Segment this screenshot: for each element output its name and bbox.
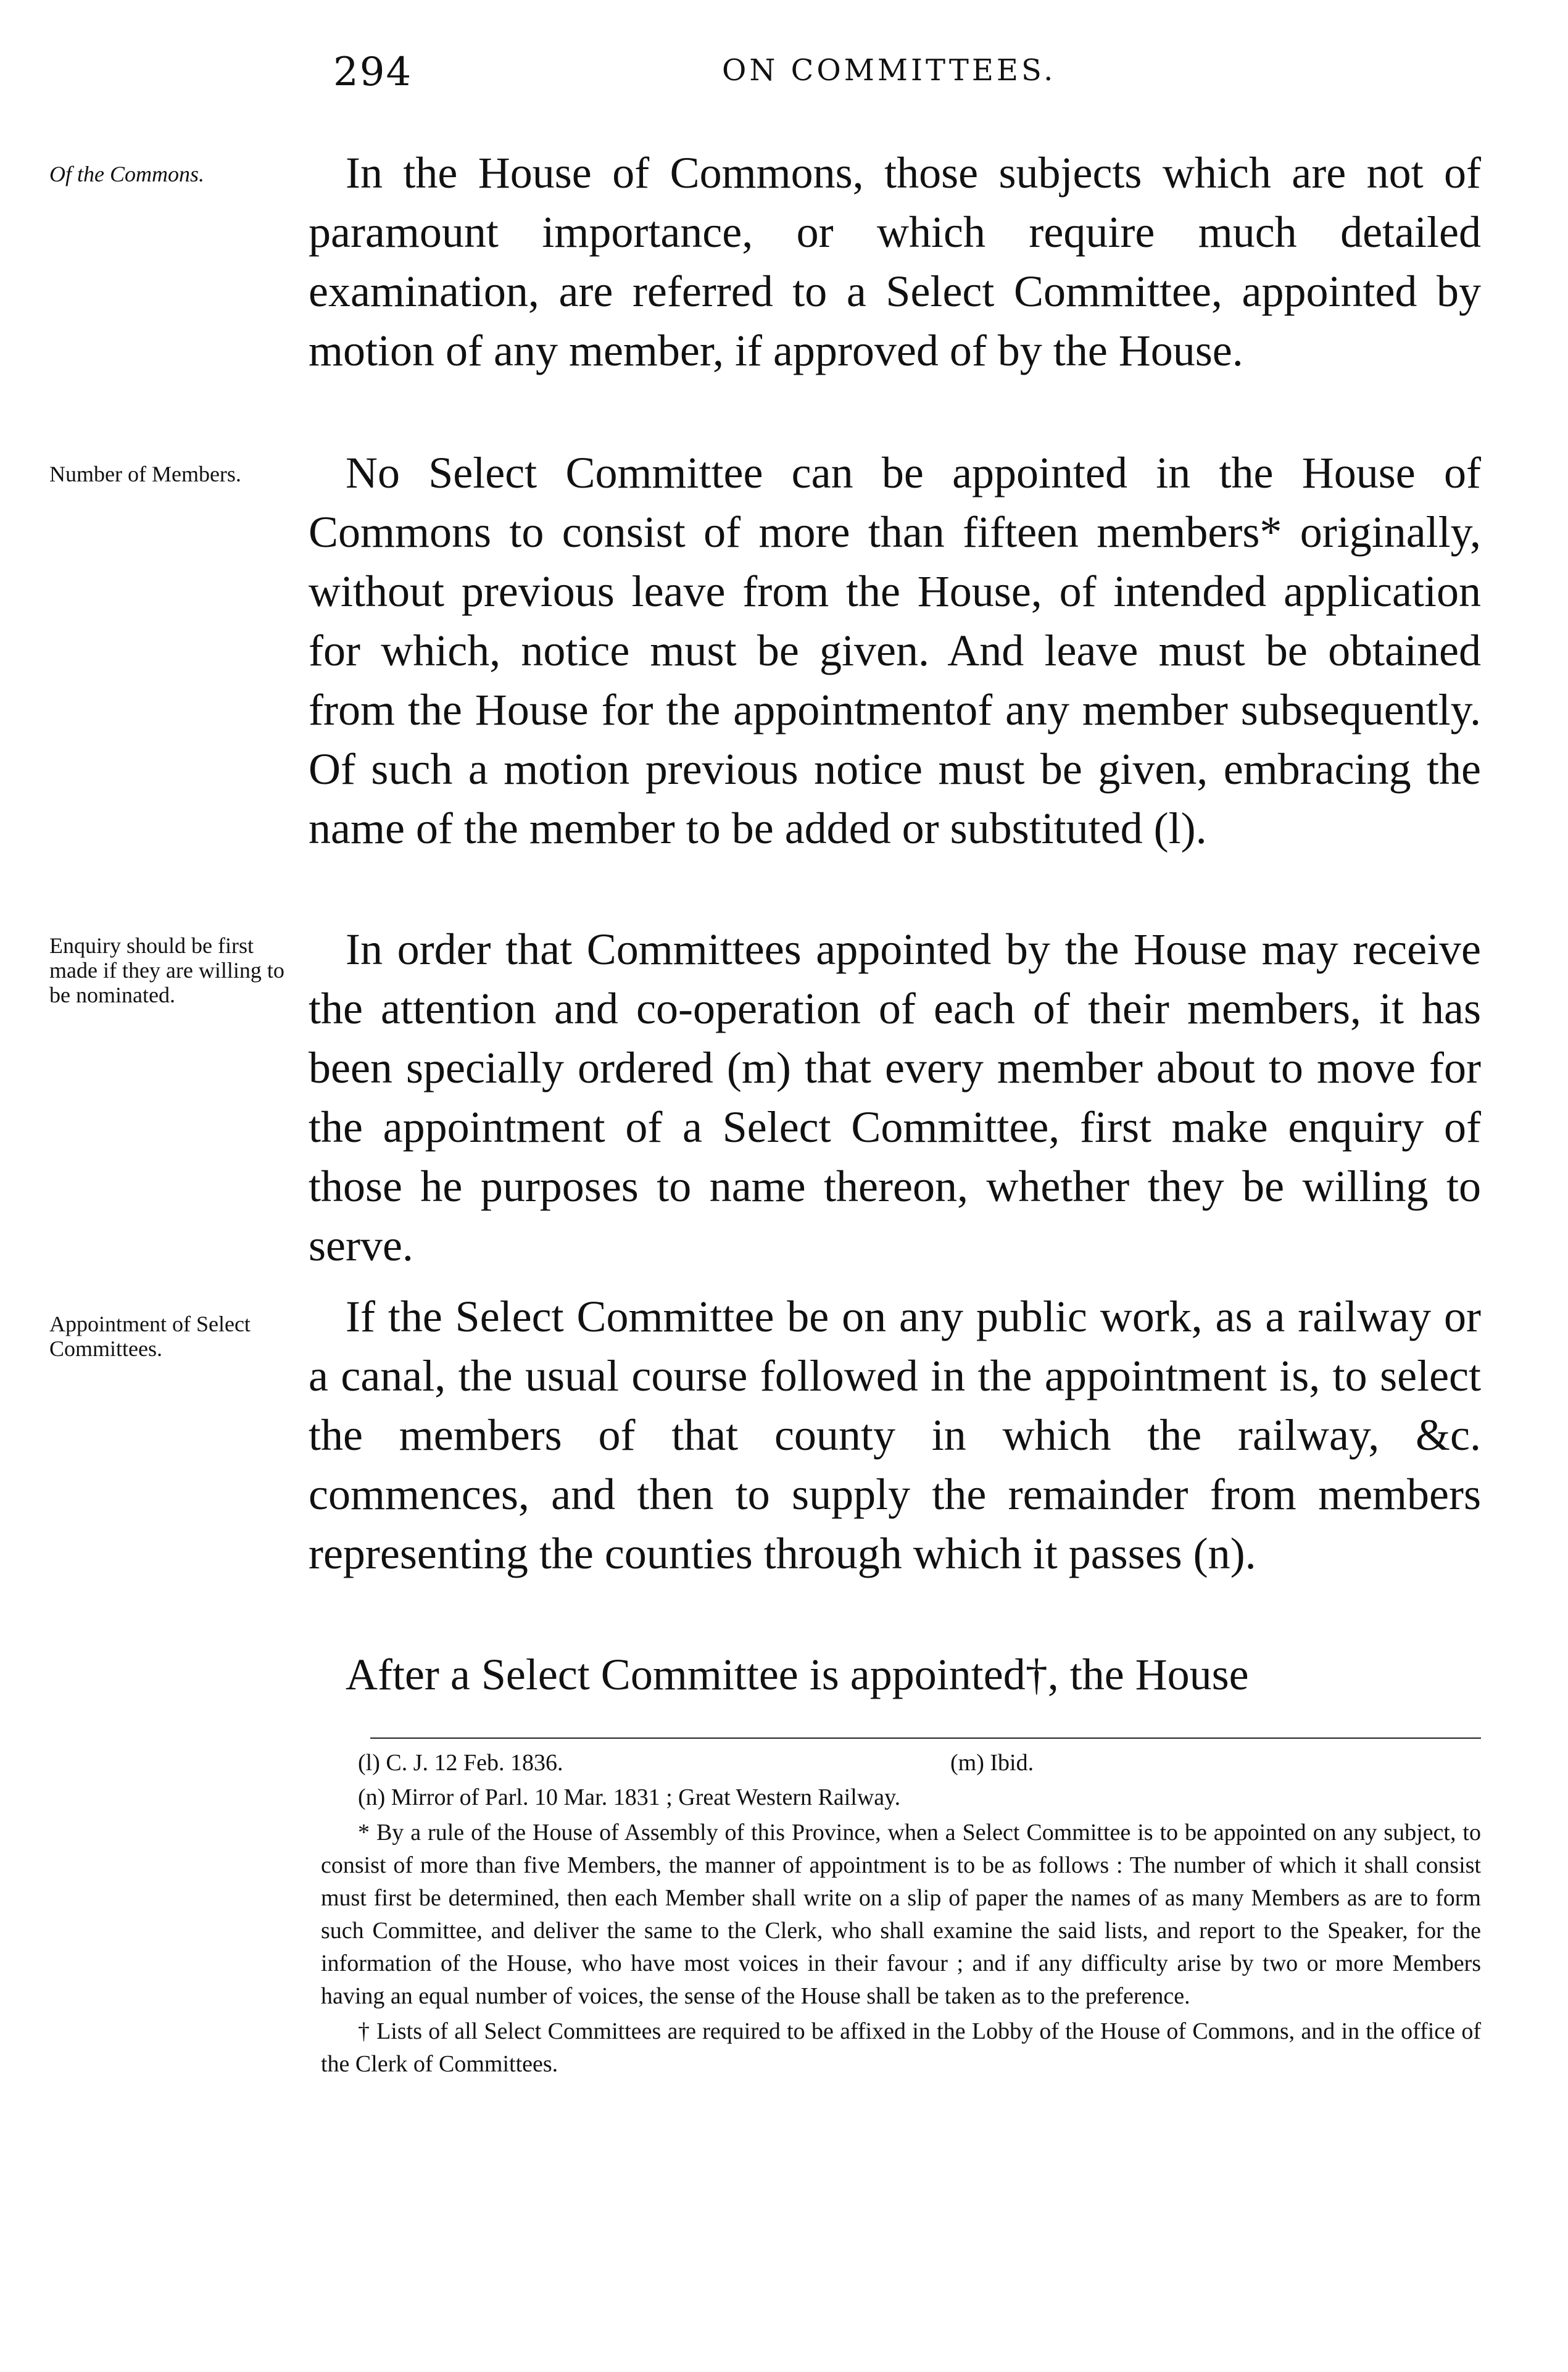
footnote-dagger: † Lists of all Select Committees are required to be affixed in the Lobby of the House of Commons, and in the office of the Clerk of Committees.: [321, 2018, 1481, 2077]
running-head: ON COMMITTEES.: [722, 53, 1056, 88]
paragraph-after: After a Select Committee is appointed†, the House: [346, 1650, 1249, 1699]
sidenote-appointment: Appointment of Select Committees.: [49, 1312, 251, 1361]
page-header: [0, 49, 1568, 105]
page-number: 294: [333, 49, 413, 95]
paragraph-number-of-members: No Select Committee can be appointed in the House of Commons to consist of more than fifteen members* originally, without previous leave from the House, of intended application for which, notice must be given. And leave must be obtained from the House for the appointmentof any member subsequently. Of such a motion previous notice must be given, embracing the name of the member to be added or substituted (l).: [309, 448, 1481, 853]
paragraph-commons: In the House of Commons, those subjects which are not of paramount importance, or which require much detailed examination, are referred to a Select Committee, appointed by motion of any member, if approved of by the House.: [309, 148, 1481, 375]
paragraph-appointment: If the Select Committee be on any public work, as a railway or a canal, the usual course followed in the appointment is, to select the members of that county in which the railway, &c. commences, and then to supply the remainder from members representing the counties through which it passes (n).: [309, 1292, 1481, 1578]
sidenote-of-the-commons: Of the Commons.: [49, 162, 204, 186]
citation-m: (m) Ibid.: [950, 1750, 1034, 1776]
sidenote-enquiry: Enquiry should be first made if they are willing to be nominated.: [49, 933, 284, 1007]
citation-n: (n) Mirror of Parl. 10 Mar. 1831 ; Great Western Railway.: [358, 1784, 901, 1810]
citation-l: (l) C. J. 12 Feb. 1836.: [358, 1750, 563, 1776]
sidenote-number-of-members: Number of Members.: [49, 462, 241, 486]
footnotes: [321, 1747, 1481, 2081]
footnote-rule: [370, 1737, 1481, 1739]
footnote-star: * By a rule of the House of Assembly of this Province, when a Select Committee is to be appointed on any subject, to consist of more than five Members, the manner of appointment is to be as follows : The number of which it shall consist must first be determined, then each Member shall write on a slip of paper the names of as many Members as are to form such Committee, and deliver the same to the Clerk, who shall examine the said lists, and report to the Speaker, for the information of the House, who have most voices in their favour ; and if any difficulty arise by two or more Members having an equal number of voices, the sense of the House shall be taken as to the preference.: [321, 1820, 1481, 2009]
citation-row: [321, 1747, 1481, 1781]
paragraph-enquiry: In order that Committees appointed by the House may receive the attention and co-operation of each of their members, it has been specially ordered (m) that every member about to move for the appointment of a Select Committee, first make enquiry of those he purposes to name thereon, whether they be willing to serve.: [309, 925, 1481, 1270]
